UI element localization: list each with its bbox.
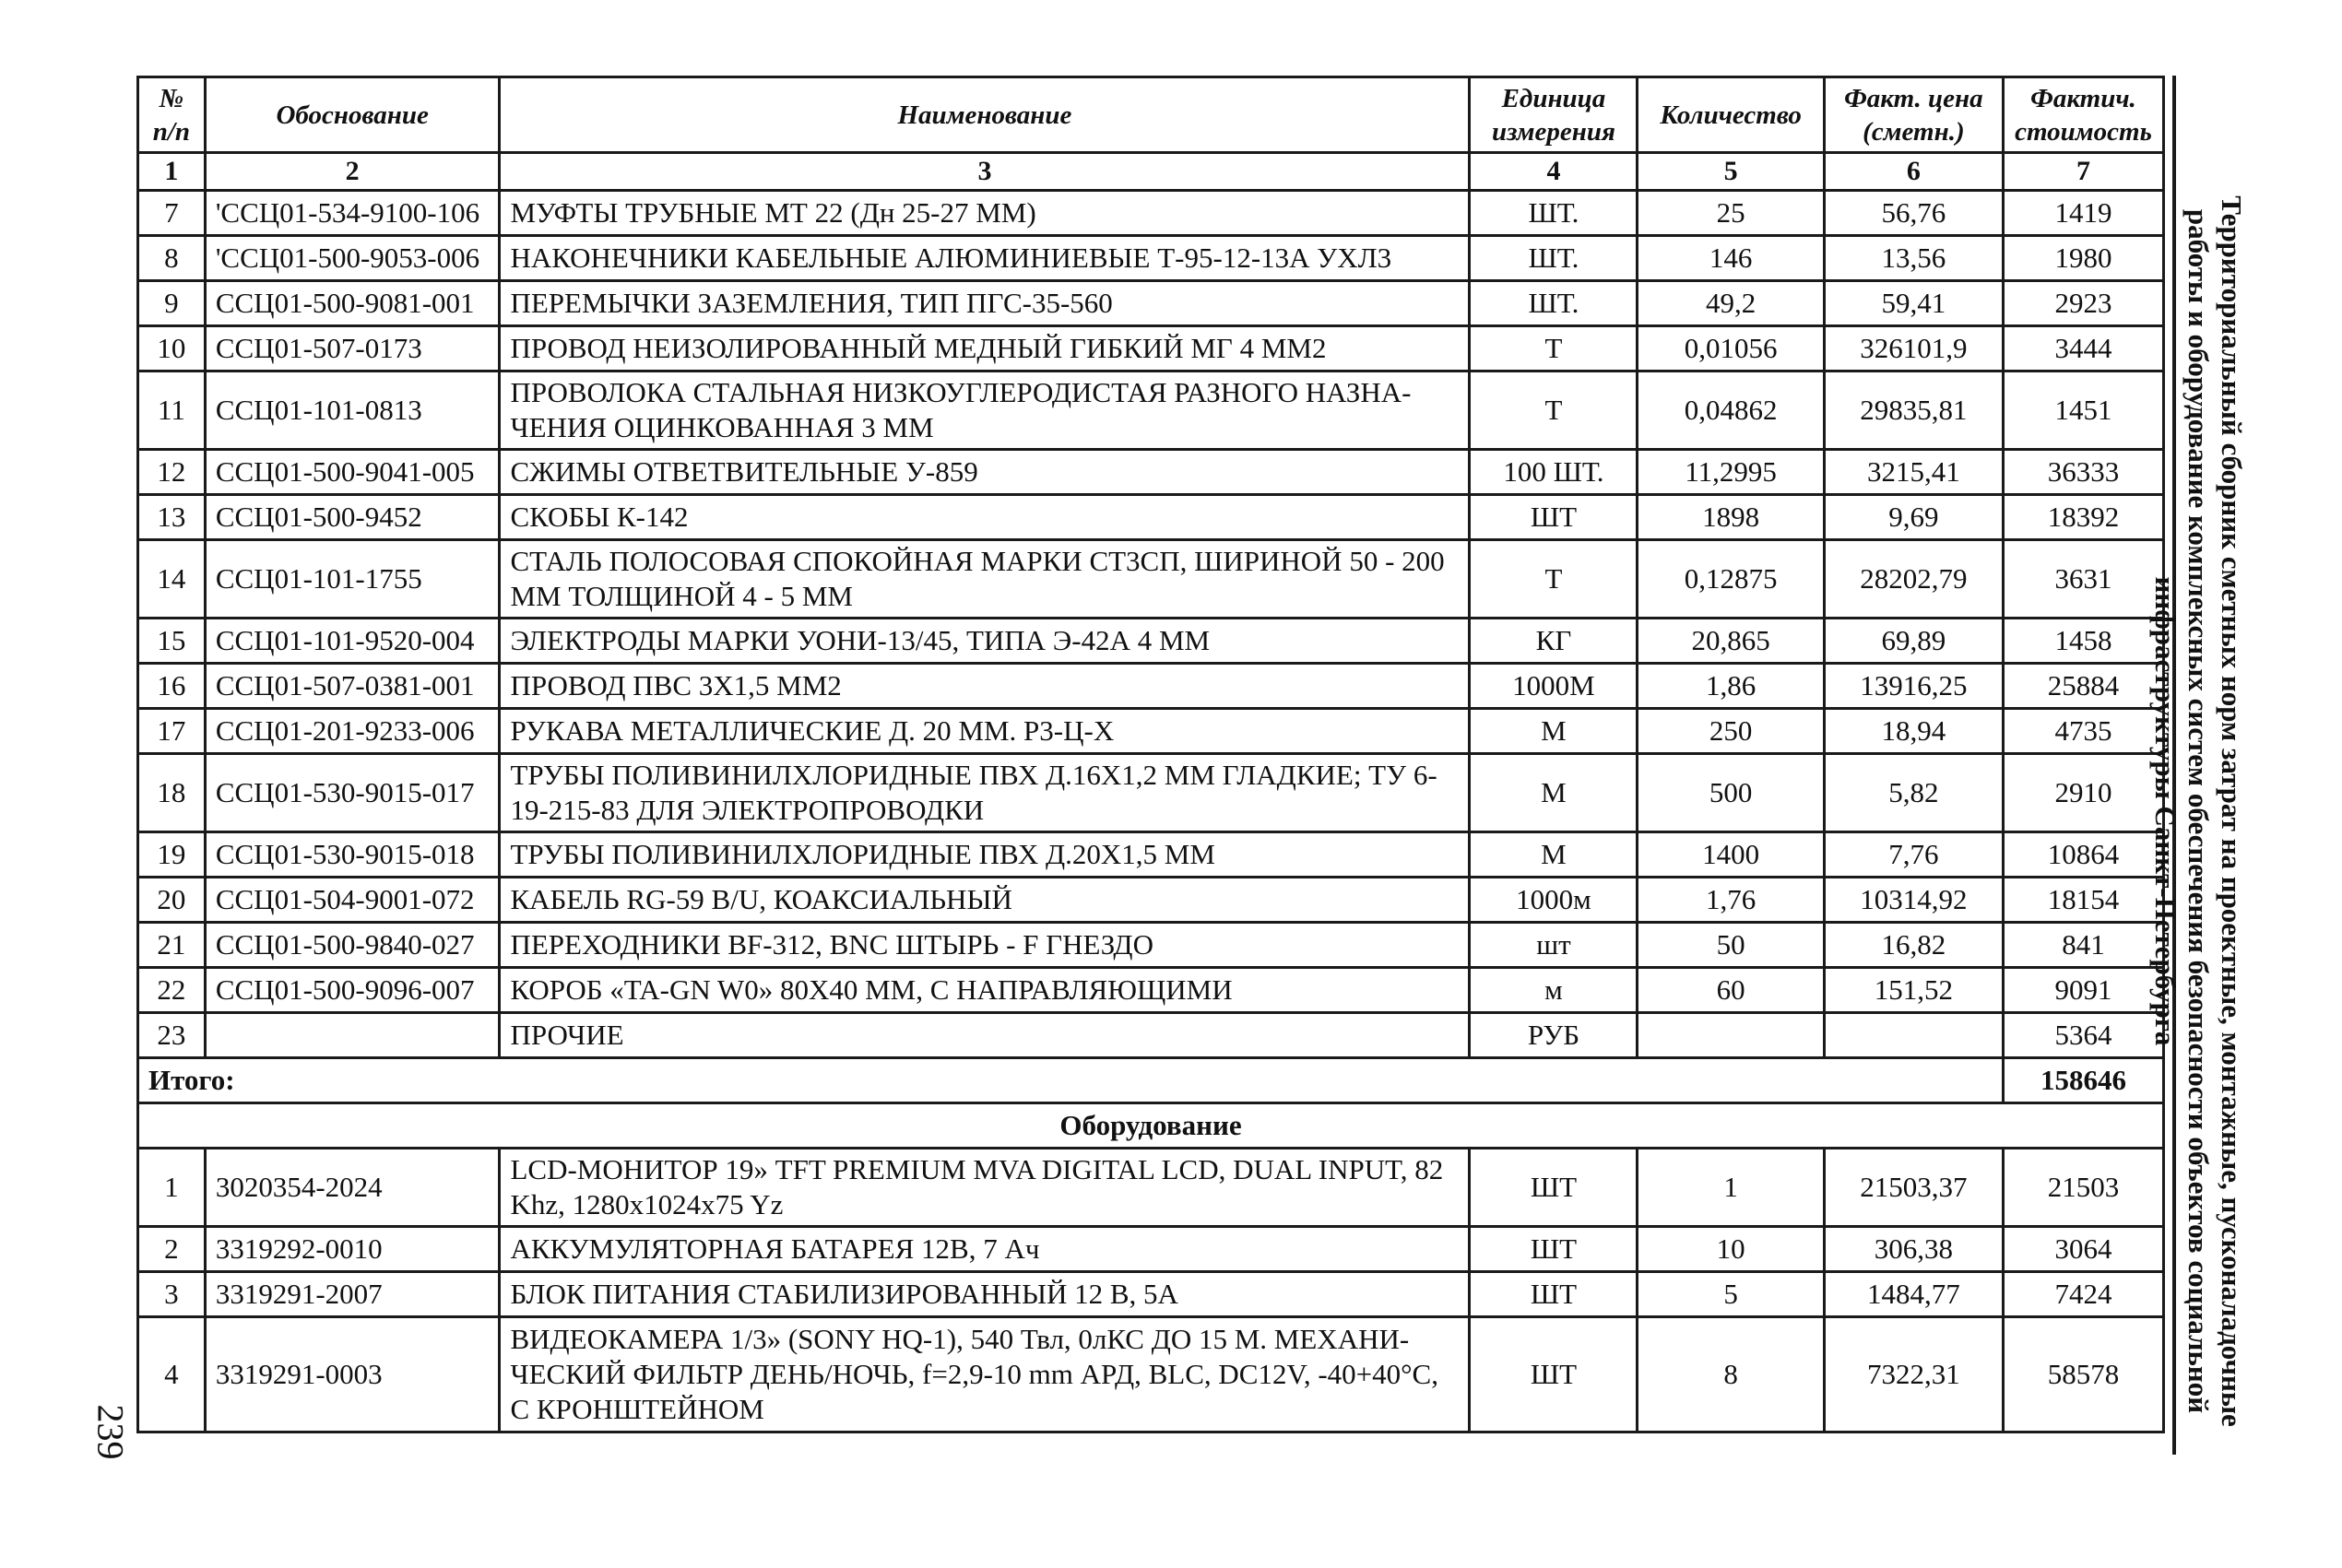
section-title: Оборудование (138, 1103, 2164, 1149)
row-basis: ССЦ01-101-9520-004 (205, 619, 500, 664)
table-row (138, 450, 2164, 495)
table-row (138, 1317, 2164, 1432)
table-row (138, 281, 2164, 326)
row-number: 12 (138, 450, 206, 495)
row-name: ПРОВОД ПВС 3Х1,5 ММ2 (500, 664, 1470, 709)
row-quantity: 25 (1638, 191, 1824, 236)
row-quantity: 8 (1638, 1317, 1824, 1432)
row-basis: ССЦ01-504-9001-072 (205, 878, 500, 923)
header-unit: Единица измерения (1470, 77, 1638, 153)
row-unit: ШТ (1470, 1227, 1638, 1272)
column-number: 5 (1638, 153, 1824, 191)
row-cost: 9091 (2003, 968, 2163, 1013)
row-unit: Т (1470, 326, 1638, 371)
row-price: 306,38 (1824, 1227, 2003, 1272)
row-number: 10 (138, 326, 206, 371)
header-price: Факт. цена (сметн.) (1824, 77, 2003, 153)
row-quantity: 500 (1638, 754, 1824, 832)
table-row (138, 540, 2164, 619)
row-name: КОРОБ «TA-GN W0» 80Х40 ММ, С НАПРАВЛЯЮЩИМИ (500, 968, 1470, 1013)
row-quantity: 49,2 (1638, 281, 1824, 326)
row-name: МУФТЫ ТРУБНЫЕ МТ 22 (Дн 25-27 ММ) (500, 191, 1470, 236)
row-quantity: 146 (1638, 236, 1824, 281)
row-basis: ССЦ01-101-1755 (205, 540, 500, 619)
column-number: 1 (138, 153, 206, 191)
row-cost: 2923 (2003, 281, 2163, 326)
row-name: СЖИМЫ ОТВЕТВИТЕЛЬНЫЕ У-859 (500, 450, 1470, 495)
row-number: 8 (138, 236, 206, 281)
row-cost: 3064 (2003, 1227, 2163, 1272)
row-price: 10314,92 (1824, 878, 2003, 923)
row-basis: ССЦ01-530-9015-017 (205, 754, 500, 832)
row-cost: 1980 (2003, 236, 2163, 281)
header-number: № п/п (138, 77, 206, 153)
estimate-table (136, 76, 2165, 1433)
row-quantity: 60 (1638, 968, 1824, 1013)
row-cost: 1451 (2003, 371, 2163, 450)
row-unit: ШТ (1470, 495, 1638, 540)
row-price: 28202,79 (1824, 540, 2003, 619)
row-name: СКОБЫ К-142 (500, 495, 1470, 540)
row-cost: 1458 (2003, 619, 2163, 664)
row-quantity: 0,12875 (1638, 540, 1824, 619)
row-name: ТРУБЫ ПОЛИВИНИЛХЛОРИДНЫЕ ПВХ Д.20Х1,5 ММ (500, 832, 1470, 878)
column-number: 6 (1824, 153, 2003, 191)
table-row (138, 495, 2164, 540)
row-unit: 1000м (1470, 878, 1638, 923)
row-cost: 18392 (2003, 495, 2163, 540)
row-quantity: 1400 (1638, 832, 1824, 878)
row-price: 7322,31 (1824, 1317, 2003, 1432)
row-number: 19 (138, 832, 206, 878)
total-value: 158646 (2003, 1058, 2163, 1103)
row-unit: ШТ. (1470, 236, 1638, 281)
row-name: РУКАВА МЕТАЛЛИЧЕСКИЕ Д. 20 ММ. Р3-Ц-Х (500, 709, 1470, 754)
row-unit: ШТ. (1470, 191, 1638, 236)
header-basis: Обоснование (205, 77, 500, 153)
row-number: 3 (138, 1272, 206, 1317)
row-price (1824, 1013, 2003, 1058)
row-quantity: 0,01056 (1638, 326, 1824, 371)
row-name: АККУМУЛЯТОРНАЯ БАТАРЕЯ 12В, 7 Ач (500, 1227, 1470, 1272)
row-number: 22 (138, 968, 206, 1013)
row-cost: 25884 (2003, 664, 2163, 709)
row-name: ПРОВОД НЕИЗОЛИРОВАННЫЙ МЕДНЫЙ ГИБКИЙ МГ 4 ММ2 (500, 326, 1470, 371)
row-number: 13 (138, 495, 206, 540)
row-unit: ШТ (1470, 1272, 1638, 1317)
row-name: СТАЛЬ ПОЛОСОВАЯ СПОКОЙНАЯ МАРКИ СТ3СП, ШИРИНОЙ 50 - 200 ММ ТОЛЩИНОЙ 4 - 5 ММ (500, 540, 1470, 619)
row-cost: 18154 (2003, 878, 2163, 923)
row-price: 13,56 (1824, 236, 2003, 281)
row-unit: КГ (1470, 619, 1638, 664)
row-quantity: 20,865 (1638, 619, 1824, 664)
row-price: 7,76 (1824, 832, 2003, 878)
row-price: 9,69 (1824, 495, 2003, 540)
row-number: 16 (138, 664, 206, 709)
row-price: 56,76 (1824, 191, 2003, 236)
row-cost: 1419 (2003, 191, 2163, 236)
row-quantity: 50 (1638, 923, 1824, 968)
row-number: 18 (138, 754, 206, 832)
column-number: 4 (1470, 153, 1638, 191)
table-row (138, 709, 2164, 754)
row-quantity (1638, 1013, 1824, 1058)
row-number: 20 (138, 878, 206, 923)
row-unit: М (1470, 832, 1638, 878)
row-quantity: 250 (1638, 709, 1824, 754)
row-basis: 3319292-0010 (205, 1227, 500, 1272)
row-price: 16,82 (1824, 923, 2003, 968)
row-unit: ШТ (1470, 1149, 1638, 1227)
row-name: ПРОЧИЕ (500, 1013, 1470, 1058)
table-row (138, 236, 2164, 281)
row-price: 5,82 (1824, 754, 2003, 832)
row-price: 59,41 (1824, 281, 2003, 326)
table-row (138, 326, 2164, 371)
row-basis: ССЦ01-201-9233-006 (205, 709, 500, 754)
row-quantity: 1,76 (1638, 878, 1824, 923)
row-price: 13916,25 (1824, 664, 2003, 709)
row-number: 2 (138, 1227, 206, 1272)
row-unit: Т (1470, 371, 1638, 450)
row-quantity: 1898 (1638, 495, 1824, 540)
section-row (138, 1103, 2164, 1149)
row-basis: 'ССЦ01-500-9053-006 (205, 236, 500, 281)
table-row (138, 832, 2164, 878)
row-unit: М (1470, 754, 1638, 832)
side-title: Территориальный сборник сметных норм затрат на проектные, монтажные, пусконаладочные работы и оборудование комплексных систем обеспечения безопасности объектов социальной инфраструктуры Санкт-Петербурга (2149, 195, 2248, 1427)
row-quantity: 0,04862 (1638, 371, 1824, 450)
row-basis: ССЦ01-507-0381-001 (205, 664, 500, 709)
row-quantity: 10 (1638, 1227, 1824, 1272)
row-unit: ШТ (1470, 1317, 1638, 1432)
row-cost: 3631 (2003, 540, 2163, 619)
row-unit: М (1470, 709, 1638, 754)
row-unit: 100 ШТ. (1470, 450, 1638, 495)
total-label: Итого: (138, 1058, 2004, 1103)
total-row (138, 1058, 2164, 1103)
row-name: ТРУБЫ ПОЛИВИНИЛХЛОРИДНЫЕ ПВХ Д.16Х1,2 ММ ГЛАДКИЕ; ТУ 6-19-215-83 ДЛЯ ЭЛЕКТРОПРОВОДКИ (500, 754, 1470, 832)
table-row (138, 878, 2164, 923)
row-name: НАКОНЕЧНИКИ КАБЕЛЬНЫЕ АЛЮМИНИЕВЫЕ Т-95-12-13А УХЛ3 (500, 236, 1470, 281)
row-basis: ССЦ01-101-0813 (205, 371, 500, 450)
row-unit: м (1470, 968, 1638, 1013)
row-price: 326101,9 (1824, 326, 2003, 371)
row-number: 15 (138, 619, 206, 664)
page-number: 239 (89, 1404, 132, 1460)
row-name: КАБЕЛЬ RG-59 B/U, КОАКСИАЛЬНЫЙ (500, 878, 1470, 923)
header-cost: Фактич. стоимость (2003, 77, 2163, 153)
table-row (138, 1272, 2164, 1317)
row-number: 1 (138, 1149, 206, 1227)
table-row (138, 619, 2164, 664)
row-unit: РУБ (1470, 1013, 1638, 1058)
row-price: 151,52 (1824, 968, 2003, 1013)
row-basis: ССЦ01-500-9096-007 (205, 968, 500, 1013)
row-basis (205, 1013, 500, 1058)
row-price: 3215,41 (1824, 450, 2003, 495)
row-cost: 5364 (2003, 1013, 2163, 1058)
row-name: ПЕРЕХОДНИКИ BF-312, BNC ШТЫРЬ - F ГНЕЗДО (500, 923, 1470, 968)
row-unit: ШТ. (1470, 281, 1638, 326)
row-cost: 58578 (2003, 1317, 2163, 1432)
row-name: ПЕРЕМЫЧКИ ЗАЗЕМЛЕНИЯ, ТИП ПГС-35-560 (500, 281, 1470, 326)
table-row (138, 754, 2164, 832)
row-name: ВИДЕОКАМЕРА 1/3» (SONY HQ-1), 540 Твл, 0лКС ДО 15 М. МЕХАНИ-ЧЕСКИЙ ФИЛЬТР ДЕНЬ/НОЧЬ, f=2,9-10 mm АРД, BLC, DC12V, -40+40°С, С КРОНШТЕЙНОМ (500, 1317, 1470, 1432)
row-cost: 4735 (2003, 709, 2163, 754)
column-number-row (138, 153, 2164, 191)
row-quantity: 1 (1638, 1149, 1824, 1227)
row-unit: Т (1470, 540, 1638, 619)
row-quantity: 5 (1638, 1272, 1824, 1317)
row-cost: 21503 (2003, 1149, 2163, 1227)
row-basis: 3020354-2024 (205, 1149, 500, 1227)
row-cost: 36333 (2003, 450, 2163, 495)
row-basis: ССЦ01-500-9041-005 (205, 450, 500, 495)
row-number: 14 (138, 540, 206, 619)
header-quantity: Количество (1638, 77, 1824, 153)
column-number: 7 (2003, 153, 2163, 191)
row-quantity: 1,86 (1638, 664, 1824, 709)
row-basis: ССЦ01-530-9015-018 (205, 832, 500, 878)
row-cost: 2910 (2003, 754, 2163, 832)
row-price: 18,94 (1824, 709, 2003, 754)
row-cost: 3444 (2003, 326, 2163, 371)
row-price: 69,89 (1824, 619, 2003, 664)
table-row (138, 1013, 2164, 1058)
row-number: 17 (138, 709, 206, 754)
row-quantity: 11,2995 (1638, 450, 1824, 495)
row-name: LCD-МОНИТОР 19» TFT PREMIUM MVA DIGITAL LCD, DUAL INPUT, 82 Khz, 1280x1024x75 Yz (500, 1149, 1470, 1227)
row-price: 21503,37 (1824, 1149, 2003, 1227)
row-basis: 3319291-2007 (205, 1272, 500, 1317)
table-row (138, 1149, 2164, 1227)
row-number: 4 (138, 1317, 206, 1432)
row-cost: 841 (2003, 923, 2163, 968)
row-unit: шт (1470, 923, 1638, 968)
row-name: ЭЛЕКТРОДЫ МАРКИ УОНИ-13/45, ТИПА Э-42А 4 ММ (500, 619, 1470, 664)
row-number: 23 (138, 1013, 206, 1058)
table-row (138, 968, 2164, 1013)
column-number: 3 (500, 153, 1470, 191)
header-name: Наименование (500, 77, 1470, 153)
row-cost: 7424 (2003, 1272, 2163, 1317)
table-row (138, 371, 2164, 450)
row-number: 9 (138, 281, 206, 326)
row-number: 7 (138, 191, 206, 236)
row-price: 29835,81 (1824, 371, 2003, 450)
table-row (138, 1227, 2164, 1272)
row-name: ПРОВОЛОКА СТАЛЬНАЯ НИЗКОУГЛЕРОДИСТАЯ РАЗНОГО НАЗНА-ЧЕНИЯ ОЦИНКОВАННАЯ 3 ММ (500, 371, 1470, 450)
table-row (138, 664, 2164, 709)
row-cost: 10864 (2003, 832, 2163, 878)
row-basis: 'ССЦ01-534-9100-106 (205, 191, 500, 236)
row-basis: ССЦ01-500-9840-027 (205, 923, 500, 968)
row-price: 1484,77 (1824, 1272, 2003, 1317)
row-basis: ССЦ01-507-0173 (205, 326, 500, 371)
table-row (138, 923, 2164, 968)
column-number: 2 (205, 153, 500, 191)
row-basis: 3319291-0003 (205, 1317, 500, 1432)
table-row (138, 191, 2164, 236)
row-number: 11 (138, 371, 206, 450)
row-number: 21 (138, 923, 206, 968)
row-basis: ССЦ01-500-9081-001 (205, 281, 500, 326)
row-unit: 1000М (1470, 664, 1638, 709)
row-basis: ССЦ01-500-9452 (205, 495, 500, 540)
row-name: БЛОК ПИТАНИЯ СТАБИЛИЗИРОВАННЫЙ 12 В, 5А (500, 1272, 1470, 1317)
